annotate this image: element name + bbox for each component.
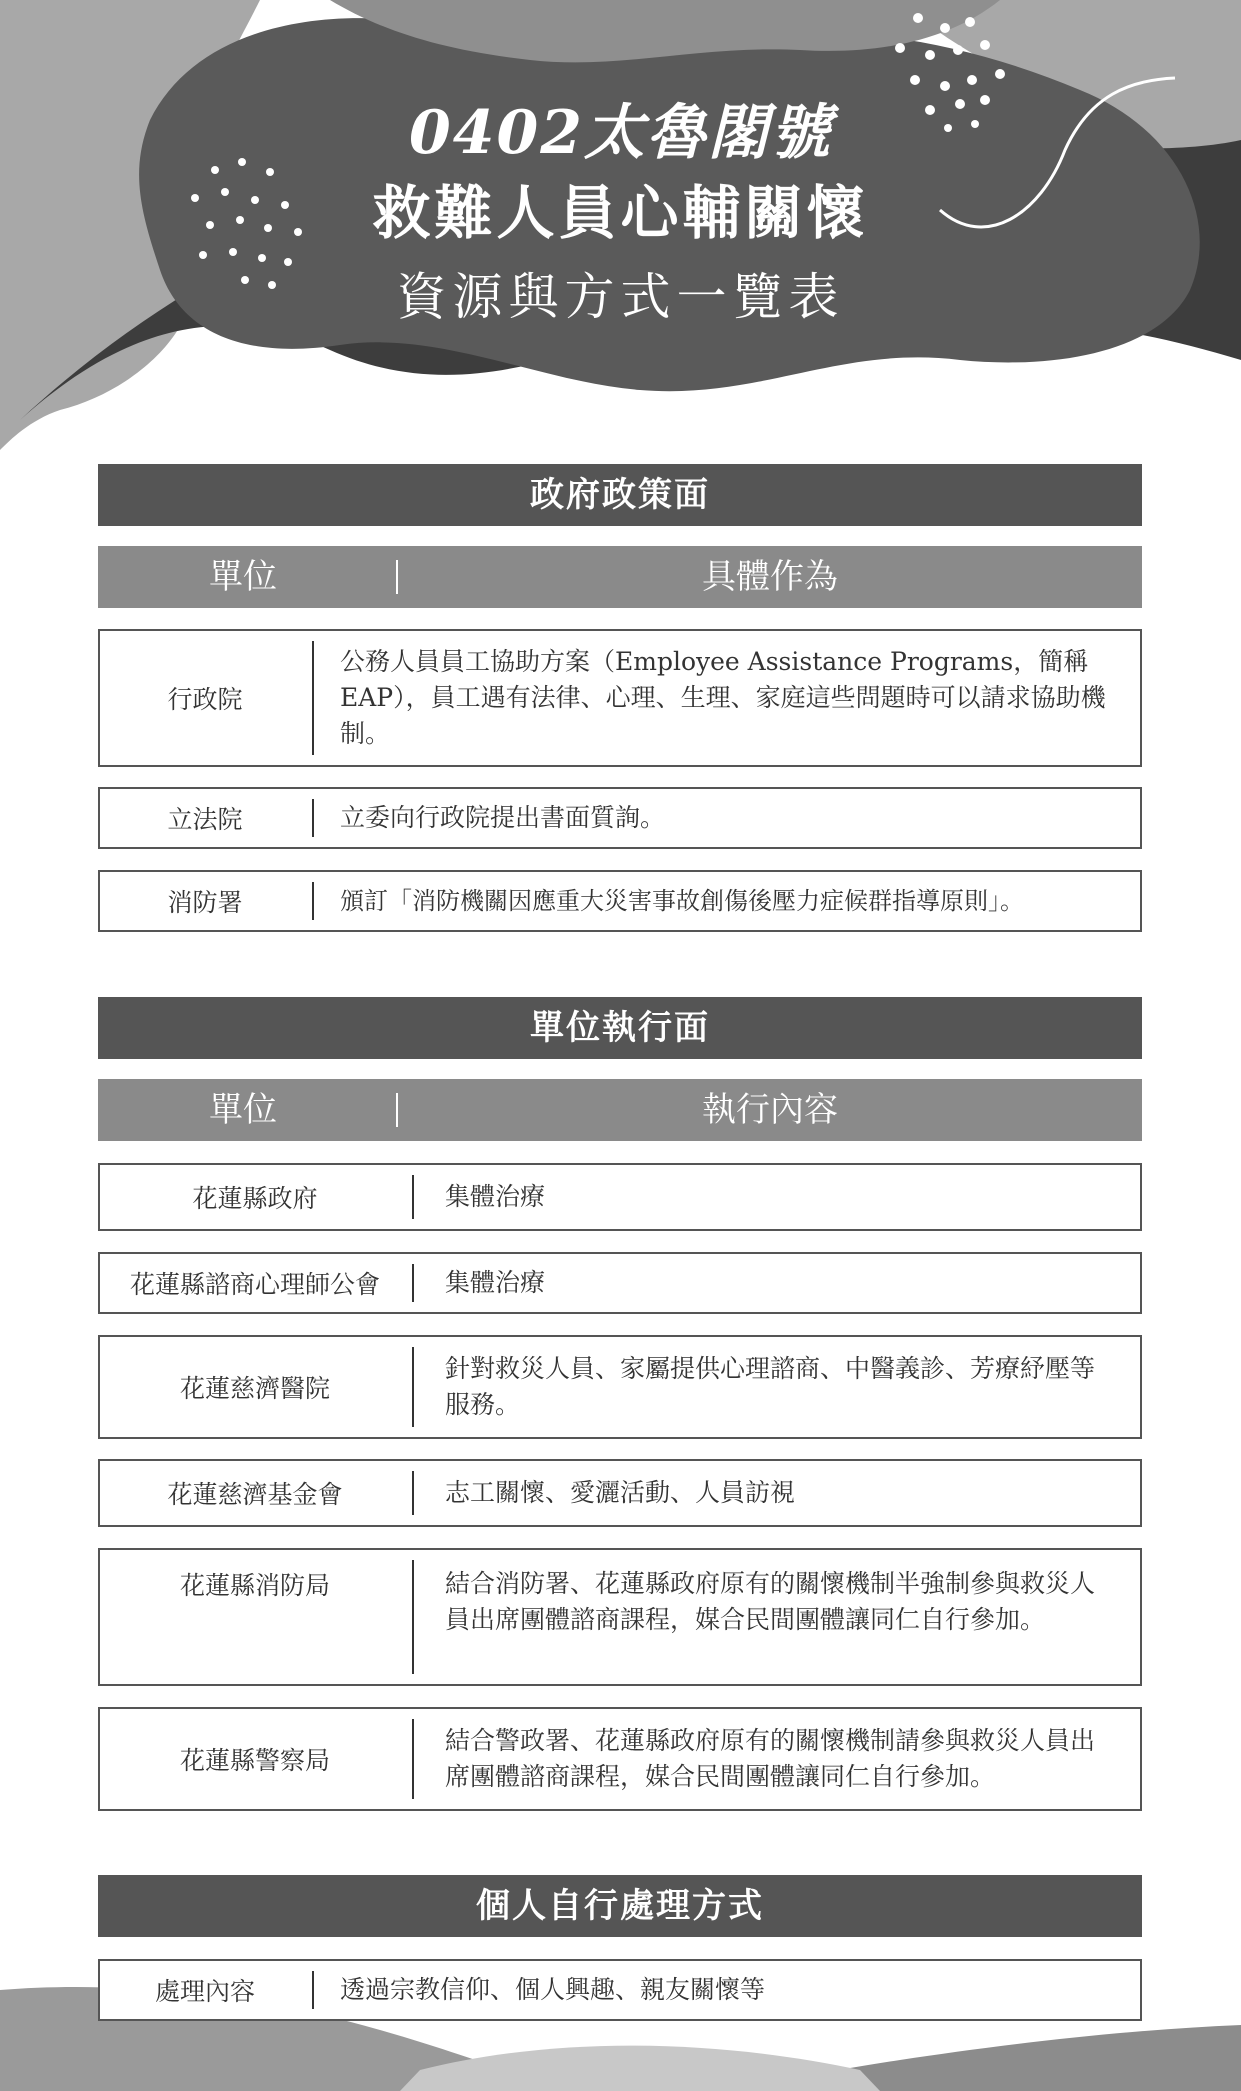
exec-row-1 — [98, 1163, 1142, 1231]
row-content: 針對救災人員、家屬提供心理諮商、中醫義診、芳療紓壓等服務。 — [445, 1354, 1096, 1419]
title-line-3: 資源與方式一覽表 — [396, 268, 845, 326]
row-divider — [312, 1971, 314, 2009]
row-divider — [312, 799, 314, 837]
column-unit-label: 單位 — [209, 1090, 277, 1130]
section-personal-title: 個人自行處理方式 — [98, 1875, 1142, 1937]
row-content: 立委向行政院提出書面質詢。 — [340, 803, 666, 832]
row-divider — [412, 1719, 414, 1799]
gov-row-1 — [98, 629, 1142, 767]
row-content: 結合消防署、花蓮縣政府原有的關懷機制半強制參與救災人員出席團體諮商課程，媒合民間團體讓同仁自行參加。 — [445, 1569, 1096, 1634]
row-unit: 花蓮縣消防局 — [179, 1571, 330, 1600]
row-unit: 行政院 — [167, 685, 243, 714]
row-divider — [412, 1175, 414, 1219]
row-unit: 消防署 — [167, 888, 243, 917]
exec-row-3 — [98, 1335, 1142, 1439]
row-content: 集體治療 — [445, 1182, 546, 1211]
gov-row-3 — [98, 870, 1142, 932]
row-divider — [412, 1471, 414, 1515]
row-content: 集體治療 — [445, 1268, 546, 1297]
section-exec-column-header — [98, 1079, 1142, 1141]
section-gov-title: 政府政策面 — [98, 464, 1142, 526]
exec-row-4 — [98, 1459, 1142, 1527]
row-unit: 花蓮縣諮商心理師公會 — [129, 1270, 380, 1299]
row-content: 公務人員員工協助方案（Employee Assistance Programs，簡稱EAP），員工遇有法律、心理、生理、家庭這些問題時可以請求協助機制。 — [340, 647, 1106, 748]
row-content: 頒訂「消防機關因應重大災害事故創傷後壓力症候群指導原則」。 — [340, 887, 1024, 915]
row-unit: 處理內容 — [154, 1977, 255, 2006]
title-block — [0, 95, 1241, 337]
row-divider — [312, 882, 314, 920]
column-unit-label: 單位 — [209, 557, 277, 597]
personal-row-1 — [98, 1959, 1142, 2021]
row-unit: 立法院 — [167, 805, 243, 834]
exec-row-6 — [98, 1707, 1142, 1811]
gov-row-2 — [98, 787, 1142, 849]
column-content-label: 具體作為 — [702, 557, 838, 597]
row-content: 志工關懷、愛灑活動、人員訪視 — [445, 1478, 796, 1507]
title-line-1: 0402太魯閣號 — [409, 98, 832, 168]
row-content: 透過宗教信仰、個人興趣、親友關懷等 — [340, 1975, 766, 2004]
exec-row-2 — [98, 1252, 1142, 1314]
row-unit: 花蓮慈濟醫院 — [179, 1374, 330, 1403]
row-divider — [312, 641, 314, 755]
exec-row-5 — [98, 1548, 1142, 1686]
row-unit: 花蓮縣政府 — [192, 1184, 318, 1213]
row-unit: 花蓮縣警察局 — [179, 1746, 330, 1775]
row-content: 結合警政署、花蓮縣政府原有的關懷機制請參與救災人員出席團體諮商課程，媒合民間團體讓同仁自行參加。 — [445, 1726, 1096, 1791]
section-gov-column-header — [98, 546, 1142, 608]
row-divider — [412, 1560, 414, 1674]
bottom-mid-blob — [400, 2046, 880, 2091]
row-divider — [412, 1264, 414, 1302]
title-line-2: 救難人員心輔關懷 — [372, 179, 869, 247]
row-unit: 花蓮慈濟基金會 — [167, 1480, 343, 1509]
row-divider — [412, 1347, 414, 1427]
section-exec-title: 單位執行面 — [98, 997, 1142, 1059]
column-content-label: 執行內容 — [702, 1090, 838, 1130]
